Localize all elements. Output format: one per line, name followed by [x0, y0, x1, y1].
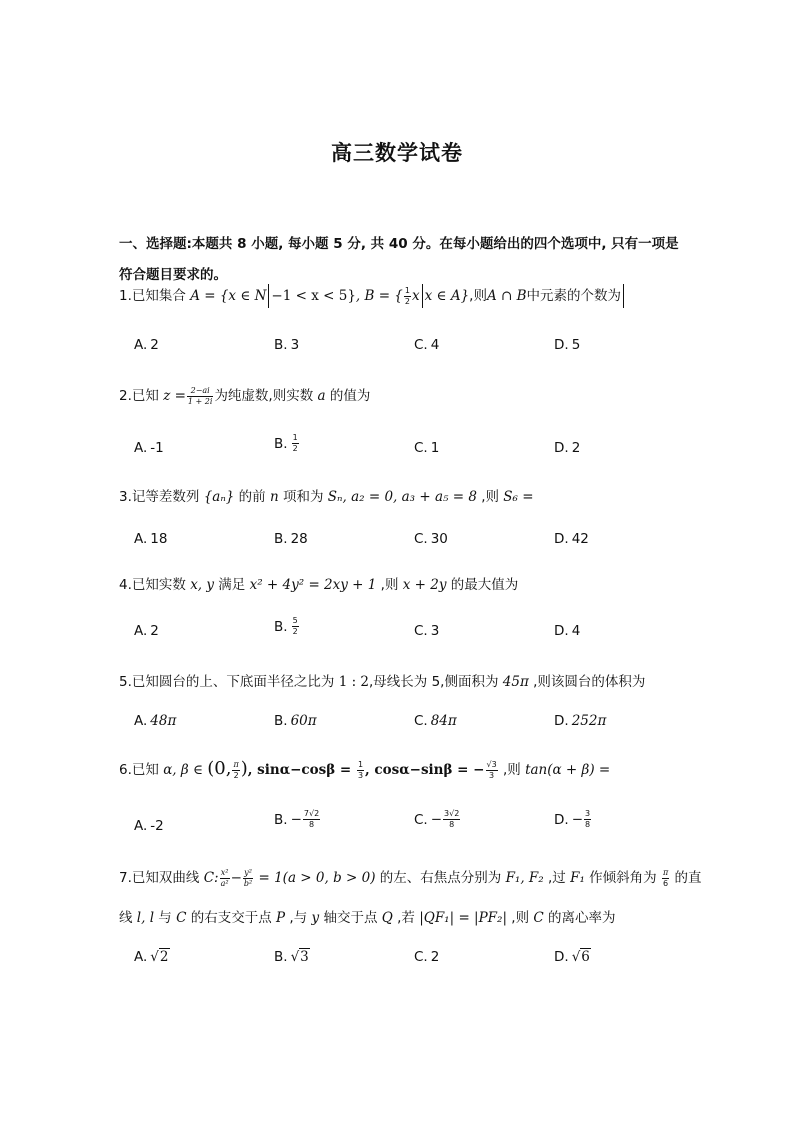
option-label: B. [274, 949, 288, 965]
fraction [303, 810, 320, 829]
question-text: ,则 [498, 762, 526, 778]
interval-close: ) [240, 758, 248, 779]
sqrt: √6 [571, 949, 590, 965]
option-sign: − [290, 811, 302, 828]
option-label: D. [554, 531, 569, 547]
option-value: 3 [430, 623, 440, 639]
condition: |QF₁| = |PF₂| [419, 910, 507, 926]
equation: , cosα−sinβ = − [365, 762, 485, 778]
option-a[interactable] [134, 337, 159, 353]
option-label: A. [134, 623, 148, 639]
option-value: 2 [150, 337, 159, 353]
options-6 [134, 809, 694, 838]
question-text: 为纯虚数,则实数 [214, 388, 318, 404]
question-number: 6. [119, 762, 132, 778]
fraction [232, 761, 239, 780]
question-2 [119, 384, 689, 406]
set-a: A = {x ∈ N [190, 288, 267, 304]
question-text: ,与 [285, 910, 312, 926]
fraction-den: b² [243, 878, 253, 888]
radicand: 6 [581, 949, 590, 965]
area: 45π [502, 674, 529, 690]
fraction-den: 2 [233, 770, 239, 780]
option-label: D. [554, 811, 569, 828]
question-number: 5. [119, 674, 132, 690]
curve-name: C [176, 910, 187, 926]
fraction-num: y² [244, 867, 252, 877]
sqrt: √2 [150, 949, 169, 965]
question-number: 2. [119, 388, 132, 404]
question-number: 3. [119, 489, 132, 505]
question-text: 的值为 [325, 388, 371, 404]
question-text: 已知 [131, 762, 164, 778]
option-a[interactable] [134, 440, 164, 456]
point: Q [381, 910, 393, 926]
option-label: C. [414, 531, 428, 547]
option-value: 1 [430, 440, 440, 456]
option-a[interactable] [134, 623, 159, 639]
axis: y [311, 910, 320, 926]
divider-bar [422, 284, 423, 308]
option-label: C. [414, 949, 428, 965]
equation: x² + 4y² = 2xy + 1 [249, 577, 377, 593]
option-value: 60π [290, 713, 317, 729]
option-sign: − [571, 811, 583, 828]
option-value: 252π [571, 713, 607, 729]
option-value: 84π [430, 713, 457, 729]
question-text: 已知实数 [131, 577, 191, 593]
option-label: A. [134, 949, 148, 965]
options-2 [134, 433, 694, 460]
fraction-den: 6 [663, 878, 669, 888]
variable: z = [163, 388, 186, 404]
question-6 [119, 758, 689, 780]
question-text: ,则 [469, 288, 487, 304]
option-label: D. [554, 337, 569, 353]
question-text: 的最大值为 [446, 577, 519, 593]
option-value: 28 [290, 531, 308, 547]
variable: a [317, 388, 326, 404]
option-label: D. [554, 713, 569, 729]
option-b[interactable] [274, 617, 300, 636]
question-text: 中元素的个数为 [526, 288, 622, 304]
set-b: , B = { [355, 288, 403, 304]
section-line-2: 符合题目要求的。 [119, 267, 227, 283]
fraction [220, 869, 230, 888]
fraction-num: 2−ai [187, 387, 214, 397]
focus: F₁ [570, 870, 585, 886]
option-a[interactable] [134, 818, 164, 834]
option-label: A. [134, 713, 148, 729]
option-c[interactable] [414, 337, 439, 353]
divider-bar [623, 284, 624, 308]
option-c[interactable] [414, 440, 439, 456]
question-text: ,则 [376, 577, 403, 593]
variable: n [269, 489, 279, 505]
question-text: 的前 [234, 489, 270, 505]
option-d[interactable] [554, 623, 580, 639]
options-5 [134, 713, 694, 733]
intersection: A ∩ B [486, 288, 527, 304]
question-4 [119, 573, 689, 593]
question-text: 的右支交于点 [186, 910, 277, 926]
question-number: 4. [119, 577, 132, 593]
option-value: -2 [150, 818, 164, 834]
fraction-num: 5 [292, 616, 298, 625]
point: P [276, 910, 286, 926]
line-name: l, l [136, 910, 155, 926]
option-label: D. [554, 949, 569, 965]
fraction-num: π [662, 867, 669, 877]
question-text: 已知双曲线 [131, 870, 204, 886]
option-label: D. [554, 623, 569, 639]
fraction-num: 3 [585, 809, 591, 818]
page-title: 高三数学试卷 [331, 140, 463, 165]
radicand: 3 [300, 949, 309, 965]
variables: x, y [190, 577, 215, 593]
option-d[interactable] [554, 949, 591, 965]
fraction [404, 287, 411, 306]
options-1 [134, 337, 694, 357]
interval-open: (0, [207, 758, 232, 779]
fraction-num: 1 [292, 433, 298, 442]
question-text: 作倾斜角为 [584, 870, 661, 886]
fraction-den: a² [220, 878, 229, 888]
option-c[interactable] [414, 810, 461, 829]
option-label: B. [274, 531, 288, 547]
option-value: 5 [571, 337, 581, 353]
equation: = 1(a > 0, b > 0) [254, 870, 376, 886]
option-label: B. [274, 811, 288, 828]
fraction [486, 761, 498, 780]
option-d[interactable] [554, 810, 592, 829]
option-sign: − [430, 811, 443, 828]
question-1 [119, 284, 689, 308]
question-text: 轴交于点 [319, 910, 382, 926]
option-value: 3 [290, 337, 300, 353]
expression: tan(α + β) = [525, 762, 611, 778]
option-b[interactable] [274, 810, 321, 829]
fraction-num: x² [220, 867, 229, 877]
question-7-line-2 [119, 906, 689, 926]
option-value: 48π [150, 713, 177, 729]
option-label: A. [134, 818, 148, 834]
foci: F₁, F₂ [505, 870, 544, 886]
option-label: A. [134, 531, 148, 547]
set-b-condition: x ∈ A} [424, 288, 470, 304]
fraction [187, 387, 214, 406]
fraction-den: 1 + 2i [187, 396, 213, 406]
question-3 [119, 485, 689, 505]
option-value: 2 [430, 949, 440, 965]
option-c[interactable] [414, 623, 439, 639]
question-7 [119, 866, 702, 888]
option-label: A. [134, 337, 148, 353]
option-value: 2 [571, 440, 581, 456]
options-4 [134, 616, 694, 643]
expression: S₆ = [503, 489, 534, 505]
option-value: 18 [150, 531, 168, 547]
option-d[interactable] [554, 337, 580, 353]
fraction-den: 8 [449, 820, 455, 829]
question-5 [119, 670, 689, 690]
option-label: C. [414, 623, 428, 639]
option-d[interactable] [554, 531, 589, 547]
sqrt: √3 [290, 949, 309, 965]
fraction-num: 1 [404, 285, 410, 295]
option-c[interactable] [414, 949, 439, 965]
section-line-1: 一、选择题:本题共 8 小题, 每小题 5 分, 共 40 分。在每小题给出的四个选项中, 只有一项是 [119, 236, 679, 252]
option-value: -1 [150, 440, 164, 456]
option-b[interactable] [274, 434, 300, 453]
option-label: B. [274, 435, 288, 452]
question-text: 已知圆台的上、下底面半径之比为 [131, 674, 339, 690]
equation: , sinα−cosβ = [247, 762, 356, 778]
option-label: A. [134, 440, 148, 456]
question-number: 1. [119, 288, 132, 304]
question-text: 记等差数列 [131, 489, 204, 505]
fraction [292, 434, 299, 453]
section-heading [119, 229, 679, 291]
option-value: 2 [150, 623, 159, 639]
question-text: 与 [154, 910, 177, 926]
fraction-num: 1 [357, 759, 364, 769]
option-label: D. [554, 440, 569, 456]
option-b[interactable] [274, 337, 299, 353]
option-value: 30 [430, 531, 448, 547]
question-text: ,则 [507, 910, 534, 926]
option-label: C. [414, 713, 428, 729]
fraction [243, 869, 253, 888]
question-text: 的左、右焦点分别为 [375, 870, 506, 886]
question-number: 7. [119, 870, 132, 886]
question-text: ,则 [476, 489, 504, 505]
option-label: B. [274, 618, 288, 635]
fraction-den: 3 [489, 770, 495, 780]
option-d[interactable] [554, 713, 606, 729]
fraction-den: 2 [404, 296, 410, 306]
fraction-den: 2 [292, 444, 298, 453]
question-text: ,过 [543, 870, 571, 886]
fraction [662, 869, 669, 888]
question-text: 已知 [131, 388, 164, 404]
set-a-condition: −1 < x < 5} [271, 288, 356, 304]
curve-name: C [533, 910, 544, 926]
operator: − [230, 870, 242, 886]
fraction-den: 2 [292, 627, 298, 636]
option-value: 4 [571, 623, 581, 639]
question-text: 已知集合 [131, 288, 191, 304]
fraction [357, 761, 364, 780]
options-7 [134, 949, 694, 969]
question-text: ,则该圆台的体积为 [528, 674, 646, 690]
option-label: B. [274, 713, 288, 729]
fraction-den: 8 [585, 820, 591, 829]
sequence: {aₙ} [203, 489, 235, 505]
option-a[interactable] [134, 949, 170, 965]
fraction [584, 810, 591, 829]
fraction-num: √3 [486, 759, 497, 769]
question-text: 的离心率为 [543, 910, 616, 926]
fraction-den: 3 [357, 770, 364, 780]
option-value: 42 [571, 531, 589, 547]
option-label: C. [414, 337, 428, 353]
question-text: ,母线长为 5,侧面积为 [369, 674, 503, 690]
question-text: 项和为 [278, 489, 328, 505]
question-text: 的直 [670, 870, 702, 886]
variable: x [412, 288, 420, 304]
variables: α, β ∈ [163, 762, 208, 778]
fraction-num: 3√2 [444, 809, 460, 818]
radicand: 2 [159, 949, 169, 965]
fraction [292, 617, 299, 636]
condition: Sₙ, a₂ = 0, a₃ + a₅ = 8 [327, 489, 477, 505]
fraction-den: 8 [308, 820, 315, 829]
option-d[interactable] [554, 440, 580, 456]
divider-bar [268, 284, 269, 308]
option-a[interactable] [134, 531, 167, 547]
option-c[interactable] [414, 713, 457, 729]
question-text: 满足 [214, 577, 250, 593]
question-text: 线 [119, 910, 137, 926]
option-c[interactable] [414, 531, 448, 547]
fraction [443, 810, 460, 829]
option-b[interactable] [274, 531, 308, 547]
expression: x + 2y [402, 577, 447, 593]
option-value: 4 [430, 337, 440, 353]
option-b[interactable] [274, 949, 310, 965]
option-a[interactable] [134, 713, 176, 729]
options-3 [134, 531, 694, 551]
option-label: B. [274, 337, 288, 353]
ratio: 1 : 2 [338, 674, 369, 690]
option-b[interactable] [274, 713, 317, 729]
curve-name: C: [203, 870, 219, 886]
fraction-num: π [233, 759, 239, 769]
fraction-num: 7√2 [303, 809, 320, 818]
option-label: C. [414, 811, 428, 828]
option-label: C. [414, 440, 428, 456]
question-text: ,若 [392, 910, 420, 926]
